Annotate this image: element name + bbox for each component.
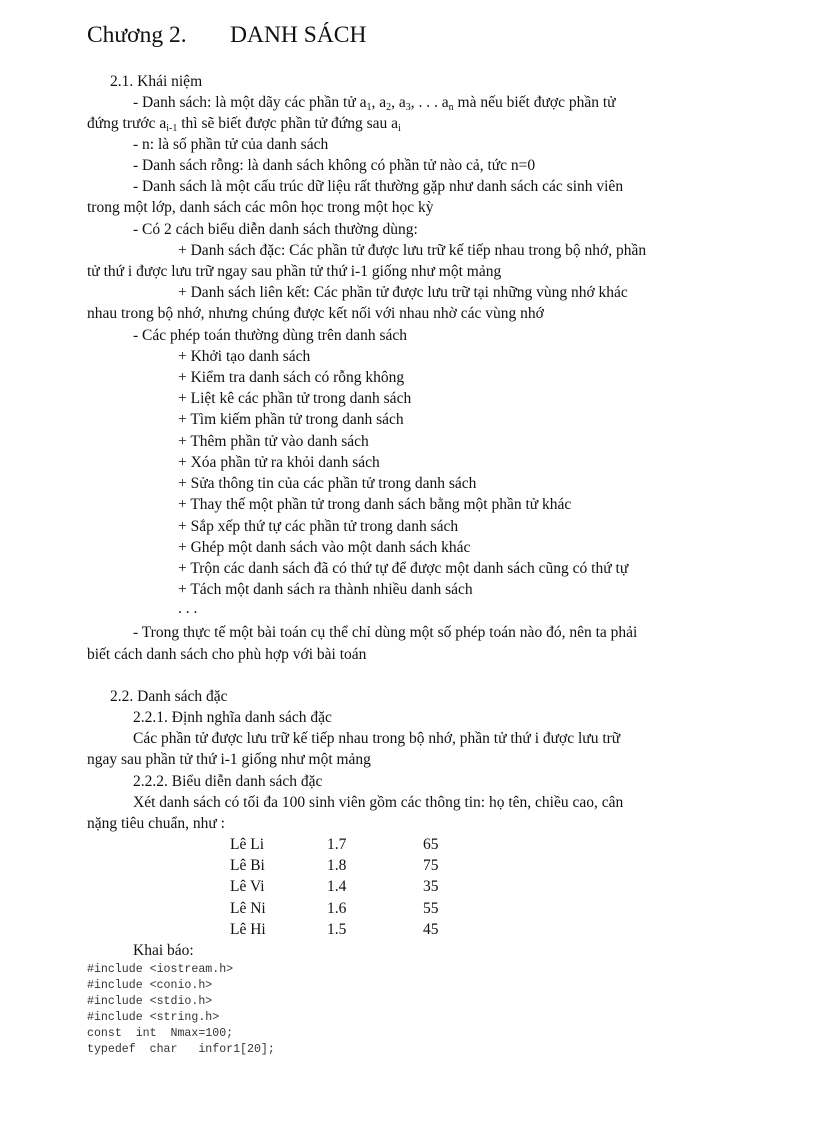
operation-item: + Thêm phần tử vào danh sách xyxy=(178,433,369,450)
subscript: i-1 xyxy=(166,123,178,134)
def-text: , a xyxy=(391,94,406,111)
array-list-line-2: tử thứ i được lưu trữ ngay sau phần tử thứ i-1 giống như một mảng xyxy=(87,263,502,280)
n-definition: - n: là số phần tử của danh sách xyxy=(133,136,329,153)
def-text: , a xyxy=(371,94,387,111)
student-name: Lê Li xyxy=(230,836,264,853)
def-text: mà nếu biết được phần tử xyxy=(453,94,616,111)
array-list-line-1: + Danh sách đặc: Các phần tử được lưu trữ kế tiếp nhau trong bộ nhớ, phần xyxy=(178,242,647,259)
def-text: đứng trước a xyxy=(87,115,167,132)
linked-list-line-1: + Danh sách liên kết: Các phần tử được lưu trữ tại những vùng nhớ khác xyxy=(178,284,628,301)
operations-heading: - Các phép toán thường dùng trên danh sách xyxy=(133,327,407,344)
chapter-title xyxy=(87,20,366,50)
student-name: Lê Bi xyxy=(230,857,265,875)
chapter-name: DANH SÁCH xyxy=(230,22,367,48)
operation-item: + Thay thế một phần tử trong danh sách bằng một phần tử khác xyxy=(178,496,572,513)
list-definition-line-2 xyxy=(87,113,401,134)
section-2-2-1-heading: 2.2.1. Định nghĩa danh sách đặc xyxy=(133,709,332,726)
example-line-2: nặng tiêu chuẩn, như : xyxy=(87,815,225,832)
student-weight: 55 xyxy=(423,899,439,917)
operation-item: + Kiểm tra danh sách có rỗng không xyxy=(178,369,405,386)
def-text: thì sẽ biết được phần tử đứng sau a xyxy=(177,115,398,132)
array-definition-line-2: ngay sau phần tử thứ i-1 giống như một mảng xyxy=(87,751,371,768)
operation-item: + Khởi tạo danh sách xyxy=(178,348,311,365)
student-height: 1.8 xyxy=(327,857,347,875)
operation-item: + Tìm kiếm phần tử trong danh sách xyxy=(178,411,404,428)
operation-item: + Ghép một danh sách vào một danh sách khác xyxy=(178,539,471,556)
practice-line-2: biết cách danh sách cho phù hợp với bài toán xyxy=(87,646,367,663)
table-row xyxy=(230,898,483,919)
operation-item: + Tách một danh sách ra thành nhiều danh sách xyxy=(178,581,473,598)
table-row xyxy=(230,834,483,855)
section-2-2-heading: 2.2. Danh sách đặc xyxy=(110,688,228,705)
subscript: 1 xyxy=(366,102,372,113)
student-height: 1.7 xyxy=(327,836,347,853)
student-weight: 65 xyxy=(423,836,439,853)
code-line: #include <iostream.h> xyxy=(87,963,234,976)
table-row xyxy=(230,876,483,897)
structure-line-1: - Danh sách là một cấu trúc dữ liệu rất thường gặp như danh sách các sinh viên xyxy=(133,178,624,195)
student-height: 1.6 xyxy=(327,899,347,917)
code-line: typedef char infor1[20]; xyxy=(87,1043,275,1056)
list-definition-line-1 xyxy=(133,92,616,113)
table-row xyxy=(230,855,483,876)
code-line: #include <conio.h> xyxy=(87,979,213,992)
section-2-1-heading: 2.1. Khái niệm xyxy=(110,73,203,90)
student-weight: 75 xyxy=(423,857,439,875)
subscript: 3 xyxy=(405,102,411,113)
chapter-label: Chương 2. xyxy=(87,22,187,48)
def-text: - Danh sách: là một dãy các phần tử a xyxy=(133,94,367,111)
structure-line-2: trong một lớp, danh sách các môn học trong một học kỳ xyxy=(87,199,434,216)
student-table xyxy=(230,834,483,940)
operation-item: + Xóa phần tử ra khỏi danh sách xyxy=(178,454,380,471)
operation-item: + Trộn các danh sách đã có thứ tự để được một danh sách cũng có thứ tự xyxy=(178,560,629,577)
student-height: 1.4 xyxy=(327,878,347,896)
subscript: i xyxy=(398,123,401,134)
code-line: #include <string.h> xyxy=(87,1011,220,1024)
code-line: const int Nmax=100; xyxy=(87,1027,234,1040)
student-name: Lê Ni xyxy=(230,899,266,917)
student-name: Lê Hi xyxy=(230,920,266,938)
array-definition-line-1: Các phần tử được lưu trữ kế tiếp nhau trong bộ nhớ, phần tử thứ i được lưu trữ xyxy=(133,730,621,747)
def-text: , . . . a xyxy=(410,94,449,111)
table-row xyxy=(230,919,483,940)
example-line-1: Xét danh sách có tối đa 100 sinh viên gồm các thông tin: họ tên, chiều cao, cân xyxy=(133,794,624,811)
section-2-2-2-heading: 2.2.2. Biểu diễn danh sách đặc xyxy=(133,773,323,790)
operation-item: + Sửa thông tin của các phần tử trong danh sách xyxy=(178,475,477,492)
practice-line-1: - Trong thực tế một bài toán cụ thể chỉ dùng một số phép toán nào đó, nên ta phải xyxy=(133,624,638,641)
operation-ellipsis: . . . xyxy=(178,600,198,617)
subscript: n xyxy=(448,102,454,113)
empty-list-definition: - Danh sách rỗng: là danh sách không có phần tử nào cả, tức n=0 xyxy=(133,157,536,174)
declaration-label: Khai báo: xyxy=(133,942,194,959)
subscript: 2 xyxy=(386,102,392,113)
student-height: 1.5 xyxy=(327,920,347,938)
student-weight: 35 xyxy=(423,878,439,896)
operation-item: + Liệt kê các phần tử trong danh sách xyxy=(178,390,412,407)
code-line: #include <stdio.h> xyxy=(87,995,213,1008)
linked-list-line-2: nhau trong bộ nhớ, nhưng chúng được kết nối với nhau nhờ các vùng nhớ xyxy=(87,305,544,322)
student-name: Lê Vi xyxy=(230,878,265,896)
representation-ways: - Có 2 cách biểu diễn danh sách thường dùng: xyxy=(133,221,418,238)
student-weight: 45 xyxy=(423,920,439,938)
operation-item: + Sắp xếp thứ tự các phần tử trong danh sách xyxy=(178,518,459,535)
